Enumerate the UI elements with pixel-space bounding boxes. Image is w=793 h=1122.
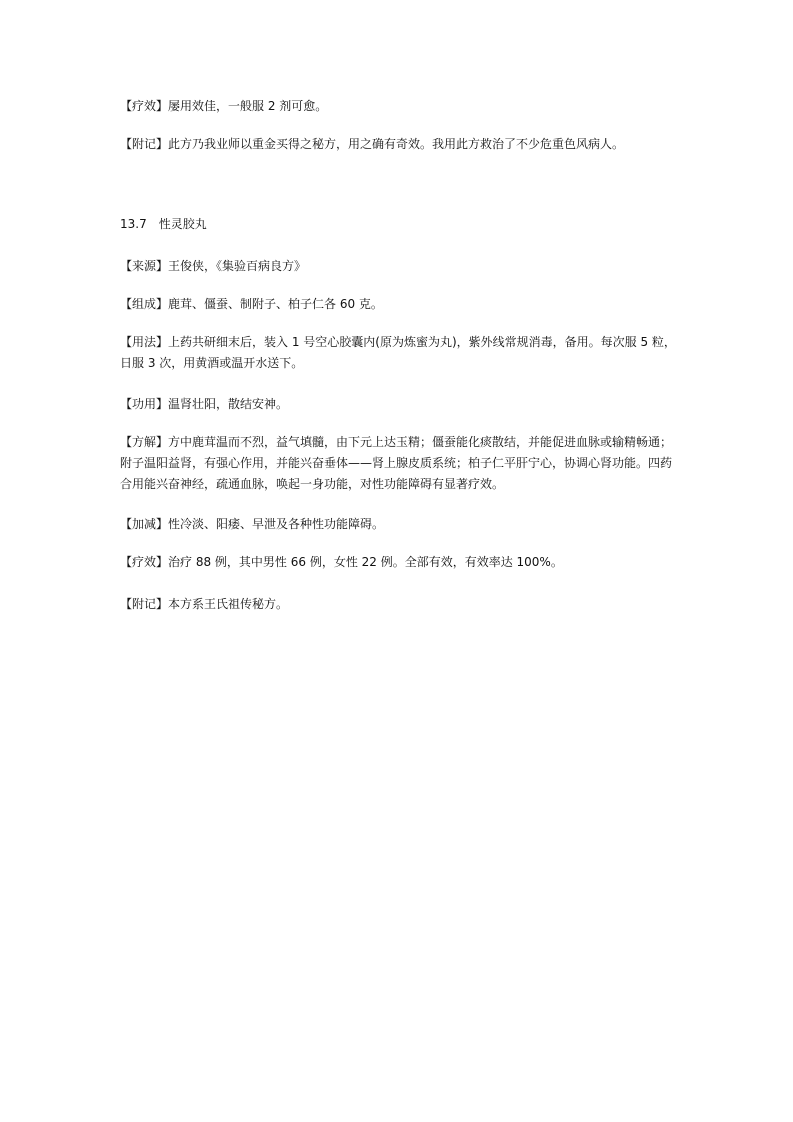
paragraph-explanation bbox=[120, 432, 680, 495]
section-text: 王俊侠，《集验百病良方》 bbox=[168, 259, 307, 273]
section-text: 屡用效佳，一般服 2 剂可愈。 bbox=[168, 99, 328, 113]
section-label: 【疗效】 bbox=[120, 555, 169, 569]
section-label: 【附记】 bbox=[120, 137, 169, 151]
section-text: 方中鹿茸温而不烈，益气填髓，由下元上达玉精；僵蚕能化痰散结，并能促进血脉或输精畅通；附子温阳益肾，有强心作用，并能兴奋垂体——肾上腺皮质系统；柏子仁平肝宁心，协调心肾功能。四药合用能兴奋神经，疏通血脉，唤起一身功能，对性功能障碍有显著疗效。 bbox=[120, 435, 673, 491]
paragraph-function bbox=[120, 394, 680, 415]
section-text: 本方系王氏祖传秘方。 bbox=[168, 597, 289, 611]
section-label: 【功用】 bbox=[120, 397, 169, 411]
section-label: 【来源】 bbox=[120, 259, 169, 273]
paragraph-source bbox=[120, 256, 680, 277]
paragraph-efficacy-2 bbox=[120, 552, 680, 573]
paragraph-note-2 bbox=[120, 594, 680, 615]
paragraph-efficacy-1 bbox=[120, 96, 680, 117]
paragraph-modification bbox=[120, 514, 680, 535]
section-label: 【用法】 bbox=[120, 335, 169, 349]
section-label: 【组成】 bbox=[120, 297, 169, 311]
section-text: 此方乃我业师以重金买得之秘方，用之确有奇效。我用此方救治了不少危重色风病人。 bbox=[168, 137, 625, 151]
section-text: 上药共研细末后，装入 1 号空心胶囊内(原为炼蜜为丸)，紫外线常规消毒，备用。每次服 5 粒，日服 3 次，用黄酒或温开水送下。 bbox=[120, 335, 676, 370]
section-text: 治疗 88 例，其中男性 66 例，女性 22 例。全部有效，有效率达 100%。 bbox=[168, 555, 563, 569]
paragraph-note-1 bbox=[120, 134, 680, 155]
section-label: 【疗效】 bbox=[120, 99, 169, 113]
section-label: 【方解】 bbox=[120, 435, 169, 449]
section-text: 温肾壮阳，散结安神。 bbox=[168, 397, 289, 411]
recipe-heading: 13.7 性灵胶丸 bbox=[120, 217, 207, 231]
paragraph-usage bbox=[120, 332, 680, 374]
paragraph-composition bbox=[120, 294, 680, 315]
section-text: 性冷淡、阳痿、早泄及各种性功能障碍。 bbox=[168, 517, 385, 531]
section-label: 【附记】 bbox=[120, 597, 169, 611]
section-text: 鹿茸、僵蚕、制附子、柏子仁各 60 克。 bbox=[168, 297, 383, 311]
section-label: 【加减】 bbox=[120, 517, 169, 531]
